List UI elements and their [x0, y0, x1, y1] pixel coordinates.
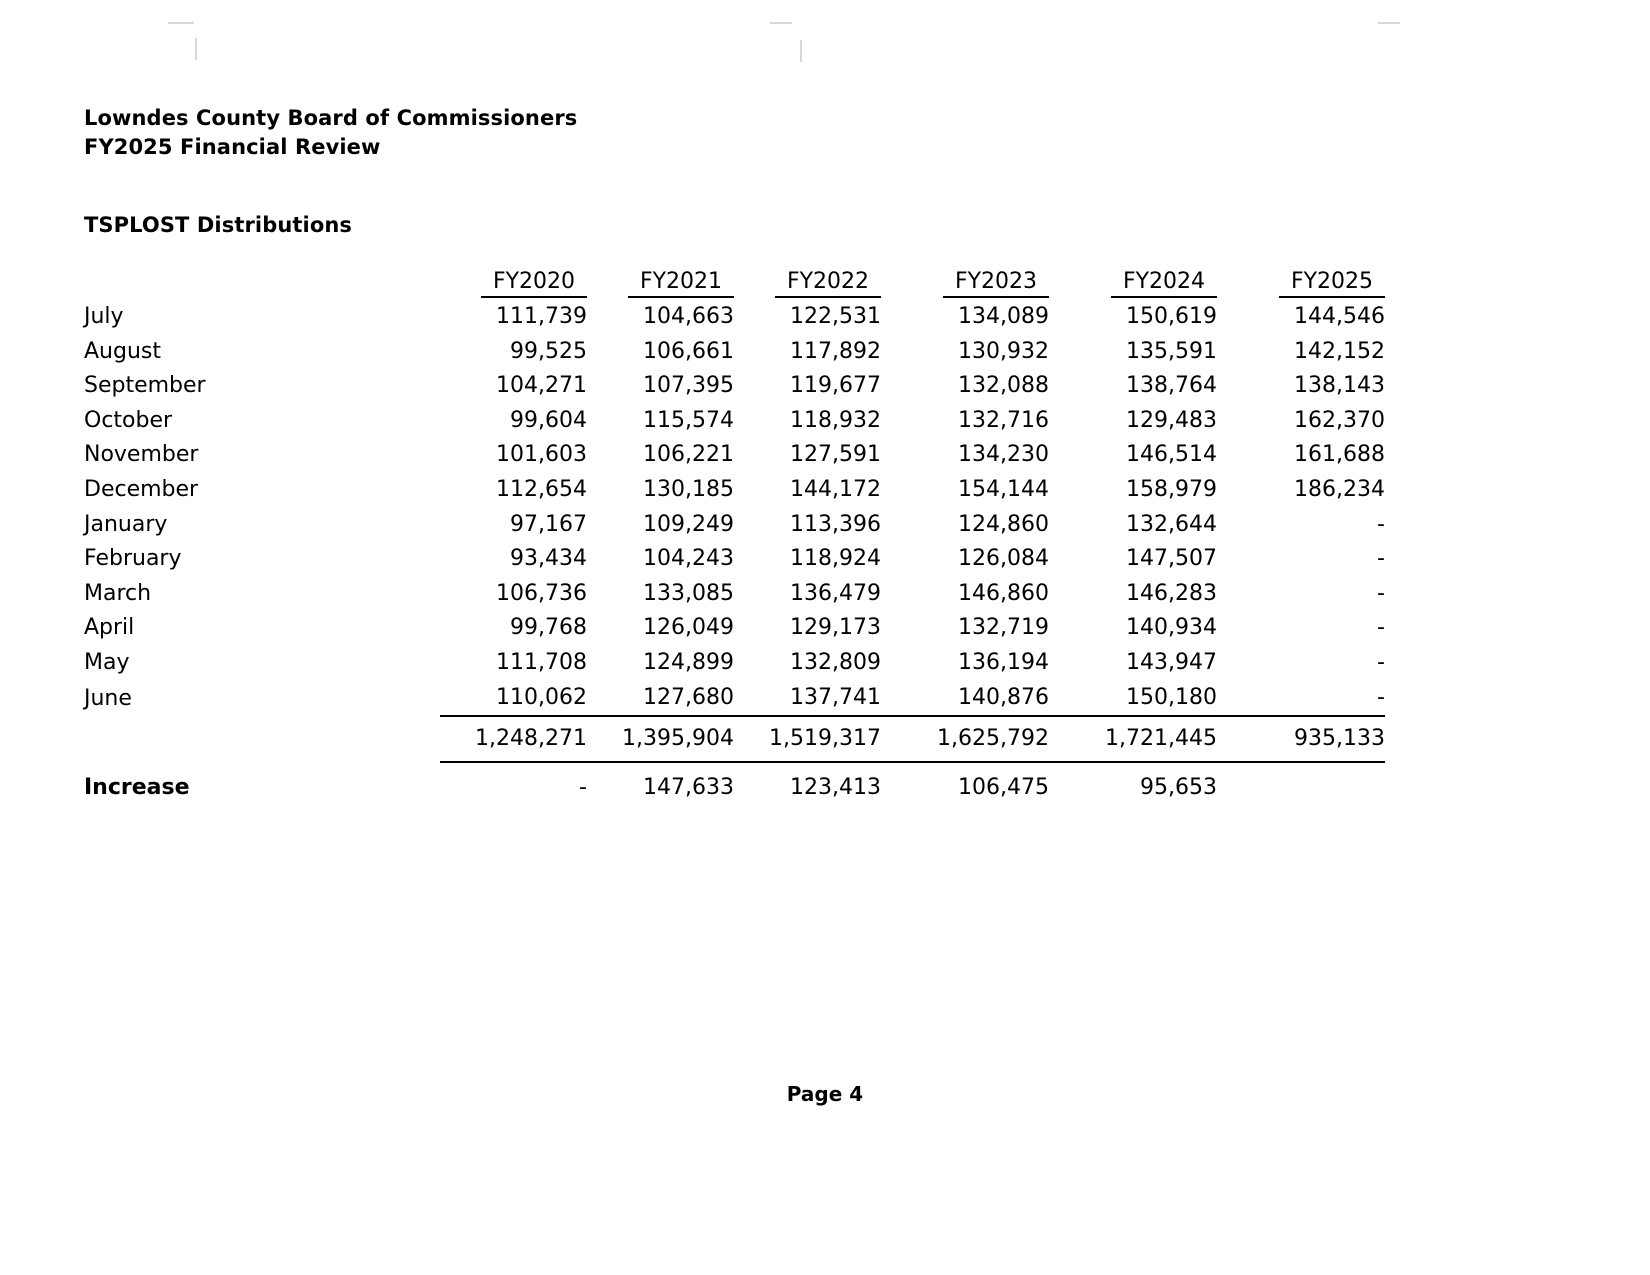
- cell-fy2022: 117,892: [790, 338, 881, 364]
- cell-fy2021: 107,395: [643, 373, 734, 399]
- column-header-fy2023: FY2023: [881, 262, 1049, 300]
- cell-fy2021: 127,680: [643, 684, 734, 710]
- table-row: [84, 577, 1385, 612]
- cell-fy2020: 106,736: [496, 580, 587, 606]
- cell-fy2023: 146,860: [958, 580, 1049, 606]
- cell-fy2023: 140,876: [958, 684, 1049, 710]
- cell-fy2022: 113,396: [790, 511, 881, 537]
- cell-fy2020: 99,768: [510, 615, 587, 641]
- cell-fy2023: 126,084: [958, 546, 1049, 572]
- cell-fy2024: 158,979: [1126, 476, 1217, 502]
- cell-fy2022: 137,741: [790, 684, 881, 710]
- cell-fy2022: 122,531: [790, 304, 881, 329]
- cell-fy2023: 132,088: [958, 373, 1049, 399]
- cell-fy2025: 142,152: [1294, 338, 1385, 364]
- row-label: April: [84, 615, 135, 641]
- page-footer: Page 4: [786, 1082, 864, 1106]
- cell-fy2023: 154,144: [958, 476, 1049, 502]
- cell-fy2020: 99,604: [510, 407, 587, 433]
- cell-fy2025: -: [1377, 649, 1385, 675]
- table-row: [84, 369, 1385, 404]
- total-row-label: [84, 716, 440, 762]
- increase-fy2023: 106,475: [958, 775, 1049, 801]
- total-fy2024: 1,721,445: [1049, 716, 1217, 762]
- cell-fy2022: 136,479: [790, 580, 881, 606]
- cell-fy2021: 133,085: [643, 580, 734, 606]
- total-fy2021: 1,395,904: [587, 716, 734, 762]
- scan-artifact: [800, 40, 802, 62]
- cell-fy2021: 104,663: [643, 304, 734, 329]
- row-label: May: [84, 649, 130, 675]
- cell-fy2023: 124,860: [958, 511, 1049, 537]
- row-header-corner: [84, 262, 440, 300]
- document-header: [84, 104, 577, 162]
- increase-fy2022: 123,413: [790, 775, 881, 801]
- cell-fy2024: 150,180: [1126, 684, 1217, 710]
- cell-fy2024: 140,934: [1126, 615, 1217, 641]
- cell-fy2025: -: [1377, 546, 1385, 572]
- cell-fy2024: 146,283: [1126, 580, 1217, 606]
- table-row: [84, 300, 1385, 335]
- cell-fy2023: 132,716: [958, 407, 1049, 433]
- total-fy2025: 935,133: [1217, 716, 1385, 762]
- cell-fy2023: 136,194: [958, 649, 1049, 675]
- cell-fy2022: 144,172: [790, 476, 881, 502]
- total-fy2022: 1,519,317: [734, 716, 881, 762]
- increase-fy2020: -: [579, 775, 587, 801]
- cell-fy2022: 118,932: [790, 407, 881, 433]
- cell-fy2020: 97,167: [510, 511, 587, 537]
- table-row: [84, 681, 1385, 717]
- column-header-fy2021: FY2021: [587, 262, 734, 300]
- row-label: November: [84, 442, 199, 468]
- cell-fy2020: 99,525: [510, 338, 587, 364]
- organization-name: Lowndes County Board of Commissioners: [84, 106, 578, 130]
- cell-fy2024: 132,644: [1126, 511, 1217, 537]
- cell-fy2025: 186,234: [1294, 476, 1385, 502]
- cell-fy2025: 161,688: [1294, 442, 1385, 468]
- cell-fy2021: 104,243: [643, 546, 734, 572]
- scan-artifact: [1378, 22, 1400, 24]
- cell-fy2021: 109,249: [643, 511, 734, 537]
- cell-fy2021: 130,185: [643, 476, 734, 502]
- total-fy2023: 1,625,792: [881, 716, 1049, 762]
- scan-artifact: [195, 38, 197, 60]
- table-row: [84, 646, 1385, 681]
- cell-fy2021: 126,049: [643, 615, 734, 641]
- total-fy2020: 1,248,271: [440, 716, 587, 762]
- cell-fy2023: 134,089: [958, 304, 1049, 329]
- cell-fy2022: 129,173: [790, 615, 881, 641]
- table-row: [84, 438, 1385, 473]
- table-row: [84, 404, 1385, 439]
- cell-fy2020: 111,708: [496, 649, 587, 675]
- row-label: December: [84, 476, 199, 502]
- row-label: February: [84, 546, 182, 572]
- cell-fy2022: 132,809: [790, 649, 881, 675]
- cell-fy2022: 118,924: [790, 546, 881, 572]
- tsplost-distributions-table: [84, 262, 1385, 806]
- cell-fy2023: 132,719: [958, 615, 1049, 641]
- column-header-fy2024: FY2024: [1049, 262, 1217, 300]
- cell-fy2025: 144,546: [1294, 304, 1385, 329]
- row-label: August: [84, 338, 161, 364]
- cell-fy2024: 147,507: [1126, 546, 1217, 572]
- scan-artifact: [168, 22, 194, 24]
- cell-fy2020: 112,654: [496, 476, 587, 502]
- cell-fy2020: 93,434: [510, 546, 587, 572]
- cell-fy2020: 110,062: [496, 684, 587, 710]
- cell-fy2024: 135,591: [1126, 338, 1217, 364]
- increase-fy2025: [1217, 762, 1385, 806]
- cell-fy2021: 124,899: [643, 649, 734, 675]
- cell-fy2024: 150,619: [1126, 304, 1217, 329]
- cell-fy2024: 143,947: [1126, 649, 1217, 675]
- cell-fy2022: 127,591: [790, 442, 881, 468]
- cell-fy2020: 104,271: [496, 373, 587, 399]
- table-row: [84, 542, 1385, 577]
- cell-fy2025: -: [1377, 684, 1385, 710]
- cell-fy2021: 106,221: [643, 442, 734, 468]
- cell-fy2024: 146,514: [1126, 442, 1217, 468]
- row-label: June: [84, 685, 132, 711]
- row-label: July: [84, 304, 124, 329]
- row-label: October: [84, 407, 173, 433]
- cell-fy2025: -: [1377, 580, 1385, 606]
- cell-fy2022: 119,677: [790, 373, 881, 399]
- increase-fy2024: 95,653: [1140, 775, 1217, 801]
- table-row: [84, 335, 1385, 370]
- cell-fy2024: 138,764: [1126, 373, 1217, 399]
- cell-fy2023: 134,230: [958, 442, 1049, 468]
- column-header-fy2025: FY2025: [1217, 262, 1385, 300]
- increase-fy2021: 147,633: [643, 775, 734, 801]
- column-header-fy2020: FY2020: [440, 262, 587, 300]
- cell-fy2025: 138,143: [1294, 373, 1385, 399]
- column-header-fy2022: FY2022: [734, 262, 881, 300]
- cell-fy2023: 130,932: [958, 338, 1049, 364]
- cell-fy2021: 115,574: [643, 407, 734, 433]
- table-total-row: [84, 716, 1385, 762]
- scan-artifact: [770, 22, 792, 24]
- table-header-row: [84, 262, 1385, 300]
- cell-fy2025: -: [1377, 511, 1385, 537]
- section-title: TSPLOST Distributions: [84, 213, 353, 237]
- cell-fy2025: -: [1377, 615, 1385, 641]
- row-label: September: [84, 373, 206, 399]
- row-label: January: [84, 511, 168, 537]
- cell-fy2024: 129,483: [1126, 407, 1217, 433]
- report-title: FY2025 Financial Review: [84, 135, 381, 159]
- cell-fy2020: 111,739: [496, 304, 587, 329]
- table-increase-row: [84, 762, 1385, 806]
- table-row: [84, 508, 1385, 543]
- cell-fy2025: 162,370: [1294, 407, 1385, 433]
- increase-row-label: Increase: [84, 775, 190, 801]
- table-row: [84, 473, 1385, 508]
- row-label: March: [84, 580, 152, 606]
- cell-fy2021: 106,661: [643, 338, 734, 364]
- cell-fy2020: 101,603: [496, 442, 587, 468]
- table-row: [84, 611, 1385, 646]
